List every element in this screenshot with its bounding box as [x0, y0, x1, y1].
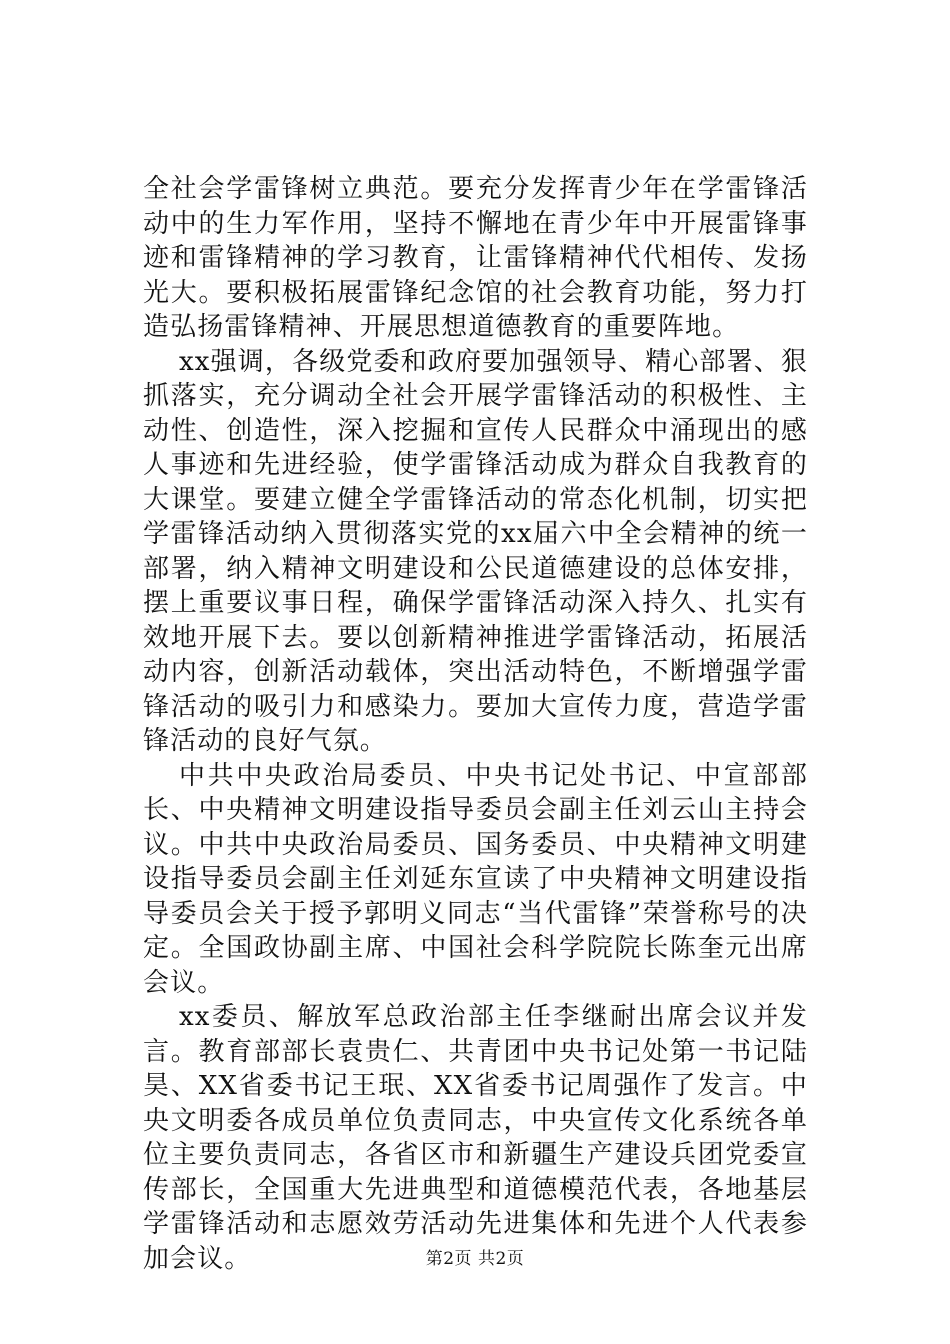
document-body: [143, 172, 808, 1276]
paragraph-3: 中共中央政治局委员、中央书记处书记、中宣部部长、中央精神文明建设指导委员会副主任刘云山主持会议。中共中央政治局委员、国务委员、中央精神文明建设指导委员会副主任刘延东宣读了中央精神文明建设指导委员会关于授予郭明义同志“当代雷锋”荣誉称号的决定。全国政协副主席、中国社会科学院院长陈奎元出席会议。: [143, 760, 808, 998]
page-footer: [0, 1244, 950, 1269]
paragraph-2: xx强调，各级党委和政府要加强领导、精心部署、狠抓落实，充分调动全社会开展学雷锋活动的积极性、主动性、创造性，深入挖掘和宣传人民群众中涌现出的感人事迹和先进经验，使学雷锋活动成为群众自我教育的大课堂。要建立健全学雷锋活动的常态化机制，切实把学雷锋活动纳入贯彻落实党的xx届六中全会精神的统一部署，纳入精神文明建设和公民道德建设的总体安排，摆上重要议事日程，确保学雷锋活动深入持久、扎实有效地开展下去。要以创新精神推进学雷锋活动，拓展活动内容，创新活动载体，突出活动特色，不断增强学雷锋活动的吸引力和感染力。要加大宣传力度，营造学雷锋活动的良好气氛。: [143, 346, 808, 756]
paragraph-1: 全社会学雷锋树立典范。要充分发挥青少年在学雷锋活动中的生力军作用，坚持不懈地在青少年中开展雷锋事迹和雷锋精神的学习教育，让雷锋精神代代相传、发扬光大。要积极拓展雷锋纪念馆的社会教育功能，努力打造弘扬雷锋精神、开展思想道德教育的重要阵地。: [143, 174, 808, 342]
page-number-label: 第2页 共2页: [425, 1249, 525, 1269]
paragraph-4: xx委员、解放军总政治部主任李继耐出席会议并发言。教育部部长袁贵仁、共青团中央书记处第一书记陆昊、XX省委书记王珉、XX省委书记周强作了发言。中央文明委各成员单位负责同志，中央宣传文化系统各单位主要负责同志，各省区市和新疆生产建设兵团党委宣传部长，全国重大先进典型和道德模范代表，各地基层学雷锋活动和志愿效劳活动先进集体和先进个人代表参加会议。: [143, 1002, 808, 1274]
